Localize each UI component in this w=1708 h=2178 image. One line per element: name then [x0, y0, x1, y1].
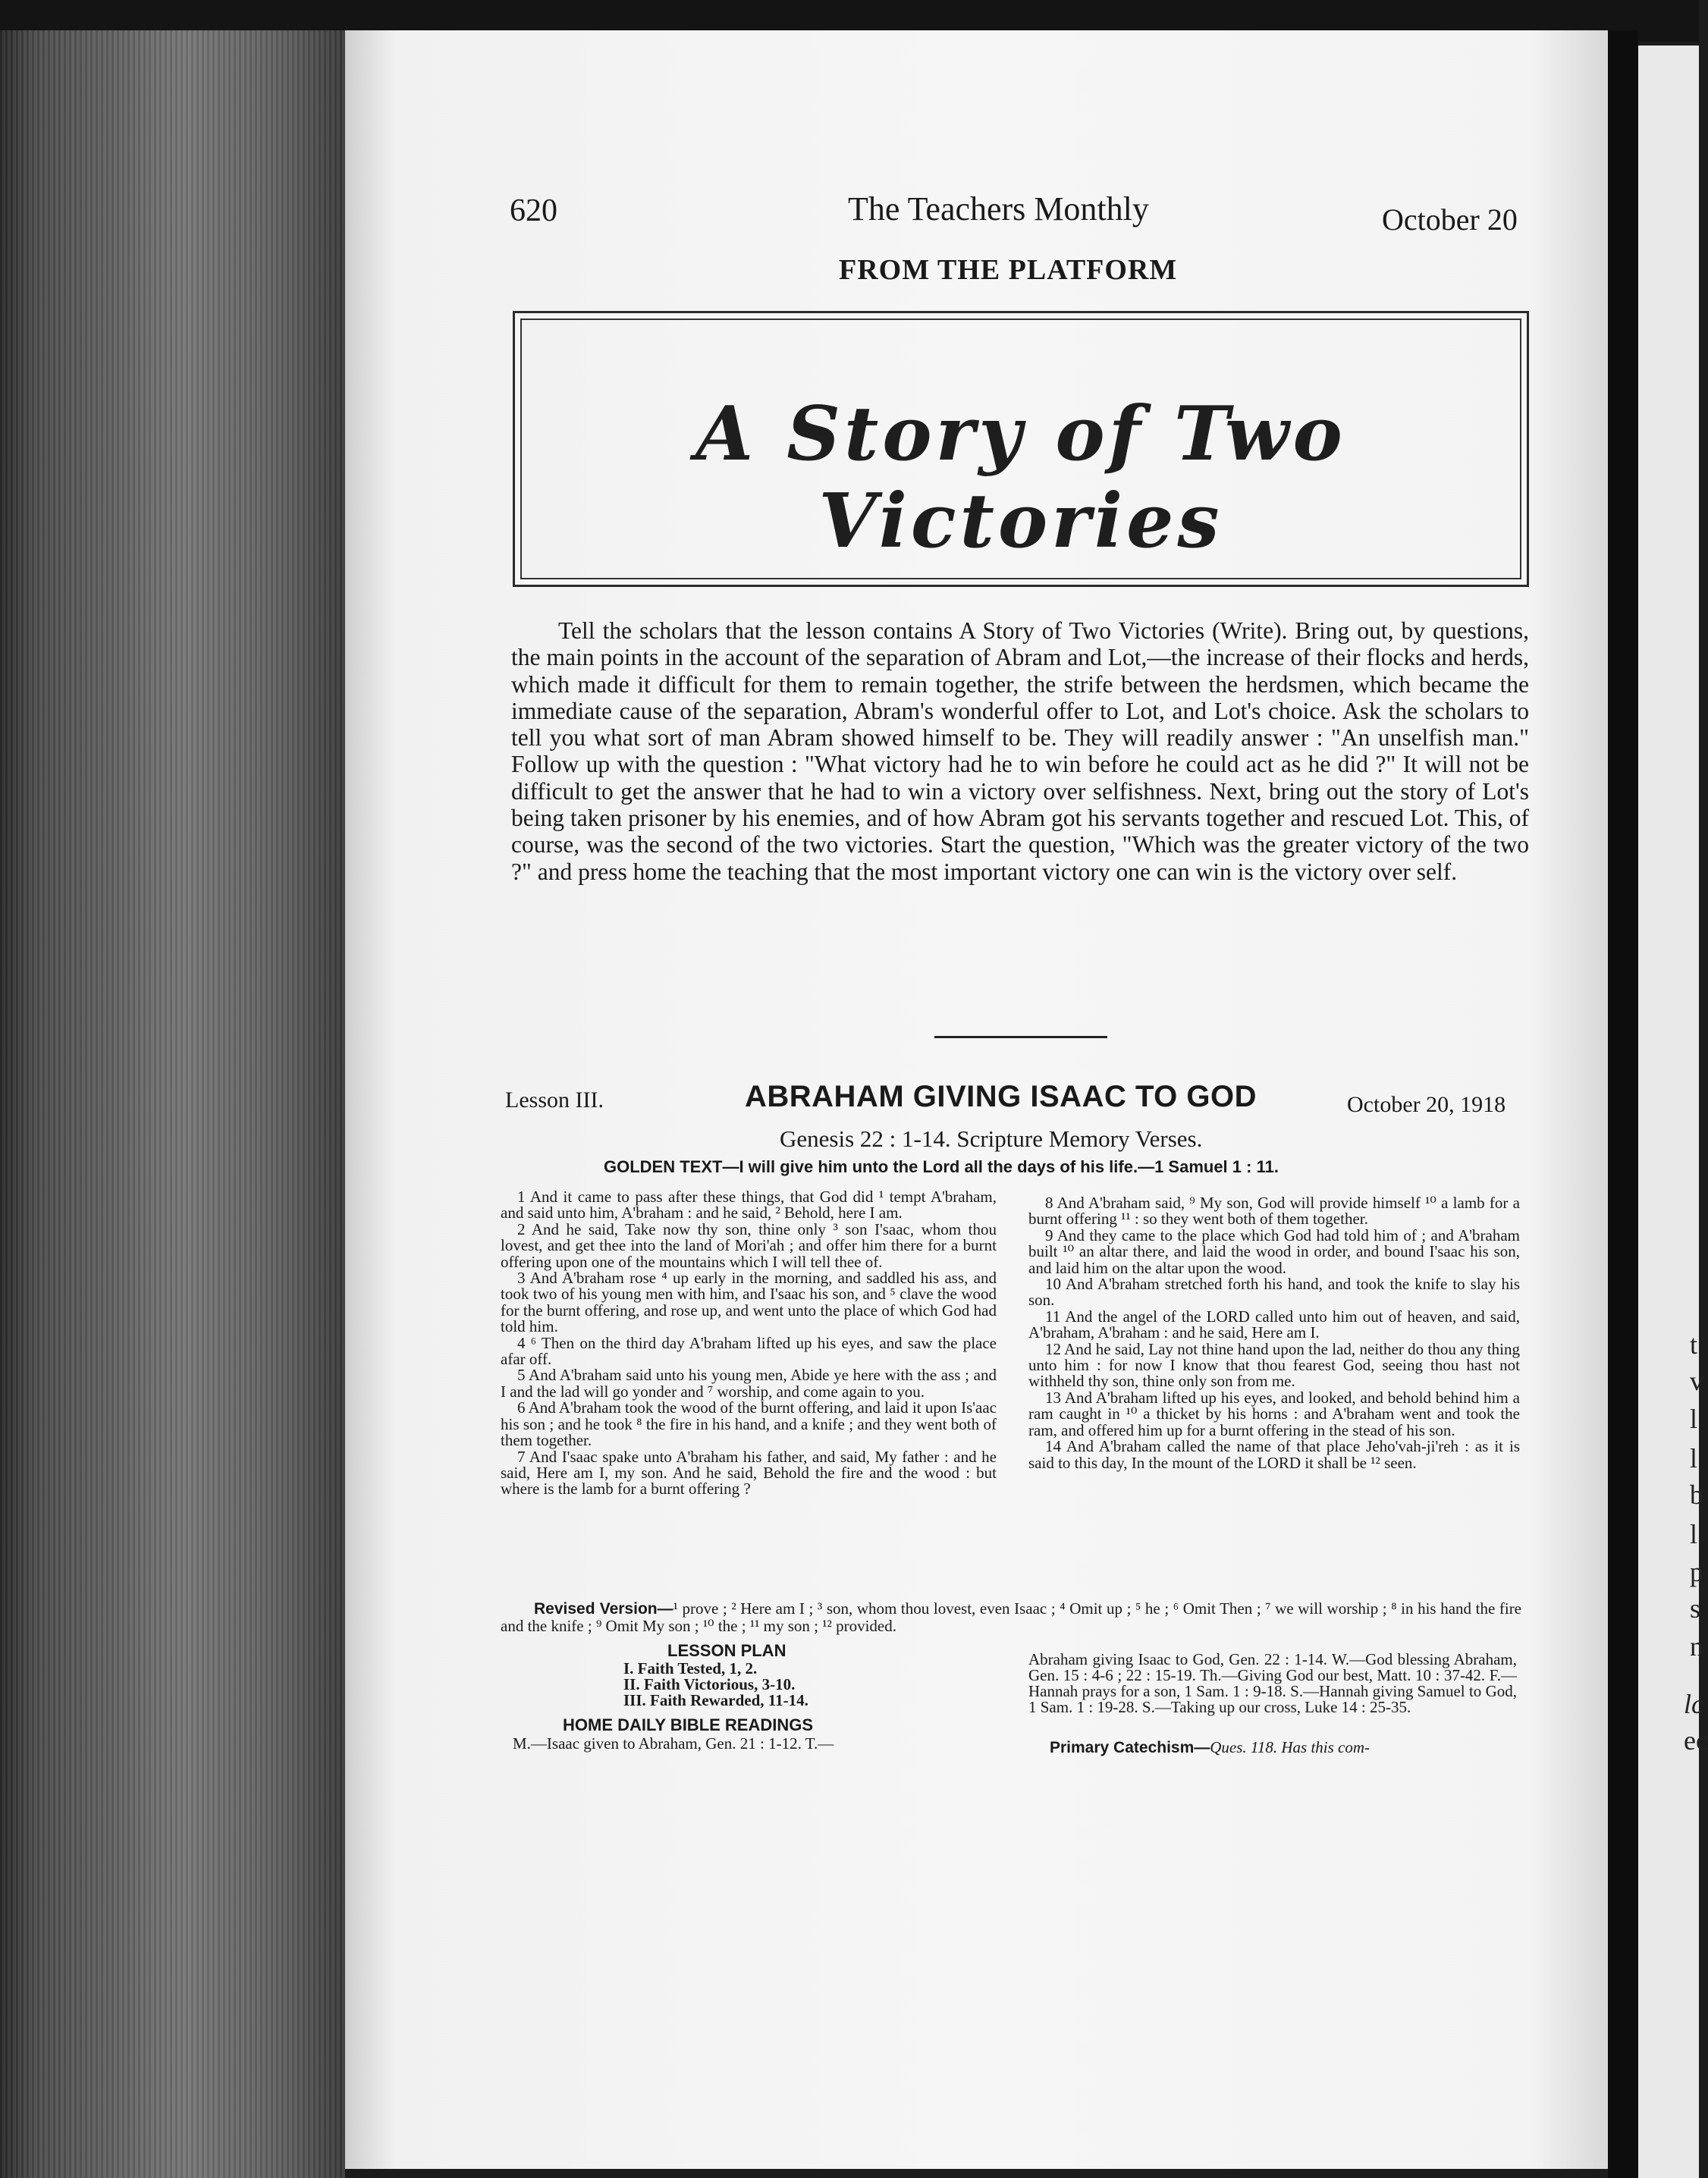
page-number: 620 [510, 193, 557, 228]
next-page-fragment: s [1690, 1593, 1701, 1624]
next-page-fragment: p [1690, 1557, 1703, 1587]
section-heading: FROM THE PLATFORM [839, 254, 1178, 286]
verse: 3 And A'braham rose ⁴ up early in the morning, and saddled his ass, and took two of his young men with him, and I'saac his son, and ⁵ clave the wood for the burnt offering, and rose up, and went unto the place of which God had told him. [501, 1269, 997, 1336]
intro-paragraph: Tell the scholars that the lesson contains A Story of Two Victories (Write). Bring out, by questions, the main points in the account of the separation of Abram and Lot,—the increase of their flocks and herds, which made it difficult for them to remain together, the strife between the herdsmen, which became the immediate cause of the separation, Abram's wonderful offer to Lot, and Lot's choice. Ask the scholars to tell you what sort of man Abram showed himself to be. They will readily answer : "An unselfish man." Follow up with the question : "What victory had he to win before he could act as he did ?" It will not be difficult to get the answer that he had to win a victory over selfishness. Next, bring out the story of Lot's being taken prisoner by his enemies, and of how Abram got his servants together and rescued Lot. This, of course, was the second of the two victories. Start the question, "Which was the greater victory of the two ?" and press home the teaching that the most important victory one can win is the victory over self. [511, 617, 1529, 885]
verse: 10 And A'braham stretched forth his hand, and took the knife to slay his son. [1028, 1275, 1520, 1310]
verse: 7 And I'saac spake unto A'braham his father, and said, My father : and he said, Here am I, my son. And he said, Behold the fire and the wood : but where is the lamb for a burnt offering ? [501, 1447, 997, 1499]
next-page-fragment: lc [1684, 1689, 1703, 1719]
verse: 8 And A'braham said, ⁹ My son, God will provide himself ¹⁰ a lamb for a burnt offering ¹¹ : so they went both of them together. [1028, 1194, 1520, 1229]
page-gutter [1608, 30, 1638, 2178]
lesson-title: ABRAHAM GIVING ISAAC TO GOD [745, 1080, 1257, 1113]
book-spine-edge [0, 30, 345, 2178]
golden-text: GOLDEN TEXT—I will give him unto the Lord all the days of his life.—1 Samuel 1 : 11. [604, 1157, 1279, 1176]
daily-readings-heading: HOME DAILY BIBLE READINGS [563, 1715, 814, 1734]
lesson-reference: Genesis 22 : 1-14. Scripture Memory Verses. [780, 1125, 1203, 1152]
catechism-text: Has this com- [1281, 1738, 1370, 1756]
lesson-plan-item: II. Faith Victorious, 3-10. [623, 1675, 796, 1693]
next-page-fragment: n [1690, 1631, 1703, 1662]
scripture-column-left [501, 1189, 997, 1498]
revised-version-text: ¹ prove ; ² Here am I ; ³ son, whom thou lovest, even Isaac ; ⁴ Omit up ; ⁵ he ; ⁶ Omit Then ; ⁷ we will worship ; ⁸ in his hand the fire and the knife ; ⁹ Omit My son ; ¹⁰ the ; ¹¹ my son ; ¹² provided. [501, 1599, 1522, 1635]
catechism-label: Primary Catechism— [1050, 1739, 1210, 1756]
verse: 12 And he said, Lay not thine hand upon the lad, neither do thou any thing unto him : for now I know that thou fearest God, seeing thou hast not withheld thy son, thine only son from me. [1028, 1339, 1520, 1391]
verse: 13 And A'braham lifted up his eyes, and looked, and behold behind him a ram caught in ¹⁰ a thicket by his horns : and A'braham went and took the ram, and offered him up for a burnt offering in the stead of his son. [1028, 1388, 1520, 1439]
lesson-plan-list [623, 1661, 808, 1709]
lesson-plan-item: III. Faith Rewarded, 11-14. [623, 1691, 808, 1709]
primary-catechism [1050, 1738, 1520, 1757]
verse: 2 And he said, Take now thy son, thine only ³ son I'saac, whom thou lovest, and get thee into the land of Mori'ah ; and offer him there for a burnt offering upon one of the mountains which I will tell thee of. [501, 1219, 997, 1271]
lesson-plan-item: I. Faith Tested, 1, 2. [623, 1659, 758, 1677]
verse: 1 And it came to pass after these things, that God did ¹ tempt A'braham, and said unto him, A'braham : and he said, ² Behold, here I am. [501, 1188, 997, 1222]
revised-version-note [501, 1600, 1521, 1634]
catechism-question: Ques. 118. [1210, 1738, 1278, 1756]
verse: 4 ⁶ Then on the third day A'braham lifted up his eyes, and saw the place afar off. [501, 1333, 997, 1369]
verse: 14 And A'braham called the name of that place Jeho'vah-ji'reh : as it is said to this day, In the mount of the LORD it shall be ¹² seen. [1028, 1437, 1520, 1472]
next-page-edge [1638, 46, 1699, 2178]
lesson-date: October 20, 1918 [1347, 1092, 1506, 1117]
lesson-plan-heading: LESSON PLAN [667, 1641, 786, 1660]
verse: 5 And A'braham said unto his young men, Abide ye here with the ass ; and I and the lad will go yonder and ⁷ worship, and come again to you. [501, 1366, 997, 1401]
story-title: A Story of Two Victories [695, 391, 1346, 565]
next-page-fragment: l [1690, 1404, 1698, 1434]
verse: 11 And the angel of the LORD called unto him out of heaven, and said, A'braham, A'braham : and he said, Here am I. [1028, 1307, 1520, 1342]
verse: 9 And they came to the place which God had told him of ; and A'braham built ¹⁰ an altar there, and laid the wood in order, and bound I'saac his son, and laid him on the altar upon the wood. [1028, 1226, 1520, 1277]
next-page-fragment: t [1690, 1329, 1698, 1360]
running-date: October 20 [1382, 202, 1518, 237]
daily-readings-left: M.—Isaac given to Abraham, Gen. 21 : 1-12. T.— [513, 1734, 834, 1753]
daily-readings-right: Abraham giving Isaac to God, Gen. 22 : 1-14. W.—God blessing Abraham, Gen. 15 : 4-6 ; 22 : 15-19. Th.—Giving God our best, Matt. 10 : 37-42. F.—Hannah prays for a son, 1 Sam. 1 : 9-18. S.—Hannah giving Samuel to God, 1 Sam. 1 : 19-28. S.—Taking up our cross, Luke 14 : 25-35. [1028, 1650, 1517, 1716]
next-page-fragment: b [1690, 1480, 1703, 1510]
title-box [513, 311, 1529, 587]
revised-version-label: Revised Version— [534, 1600, 673, 1618]
running-title: The Teachers Monthly [848, 190, 1149, 228]
lesson-number: Lesson III. [505, 1087, 604, 1113]
verse: 6 And A'braham took the wood of the burnt offering, and laid it upon Is'aac his son ; and he took ⁸ the fire in his hand, and a knife ; and they went both of them together. [501, 1398, 997, 1450]
next-page-fragment: l [1690, 1443, 1698, 1473]
next-page-fragment: v [1690, 1366, 1703, 1396]
scripture-column-right [1028, 1195, 1520, 1471]
next-page-fragment: l [1690, 1519, 1698, 1549]
next-page-fragment: ec [1684, 1725, 1708, 1756]
section-divider [934, 1036, 1107, 1038]
